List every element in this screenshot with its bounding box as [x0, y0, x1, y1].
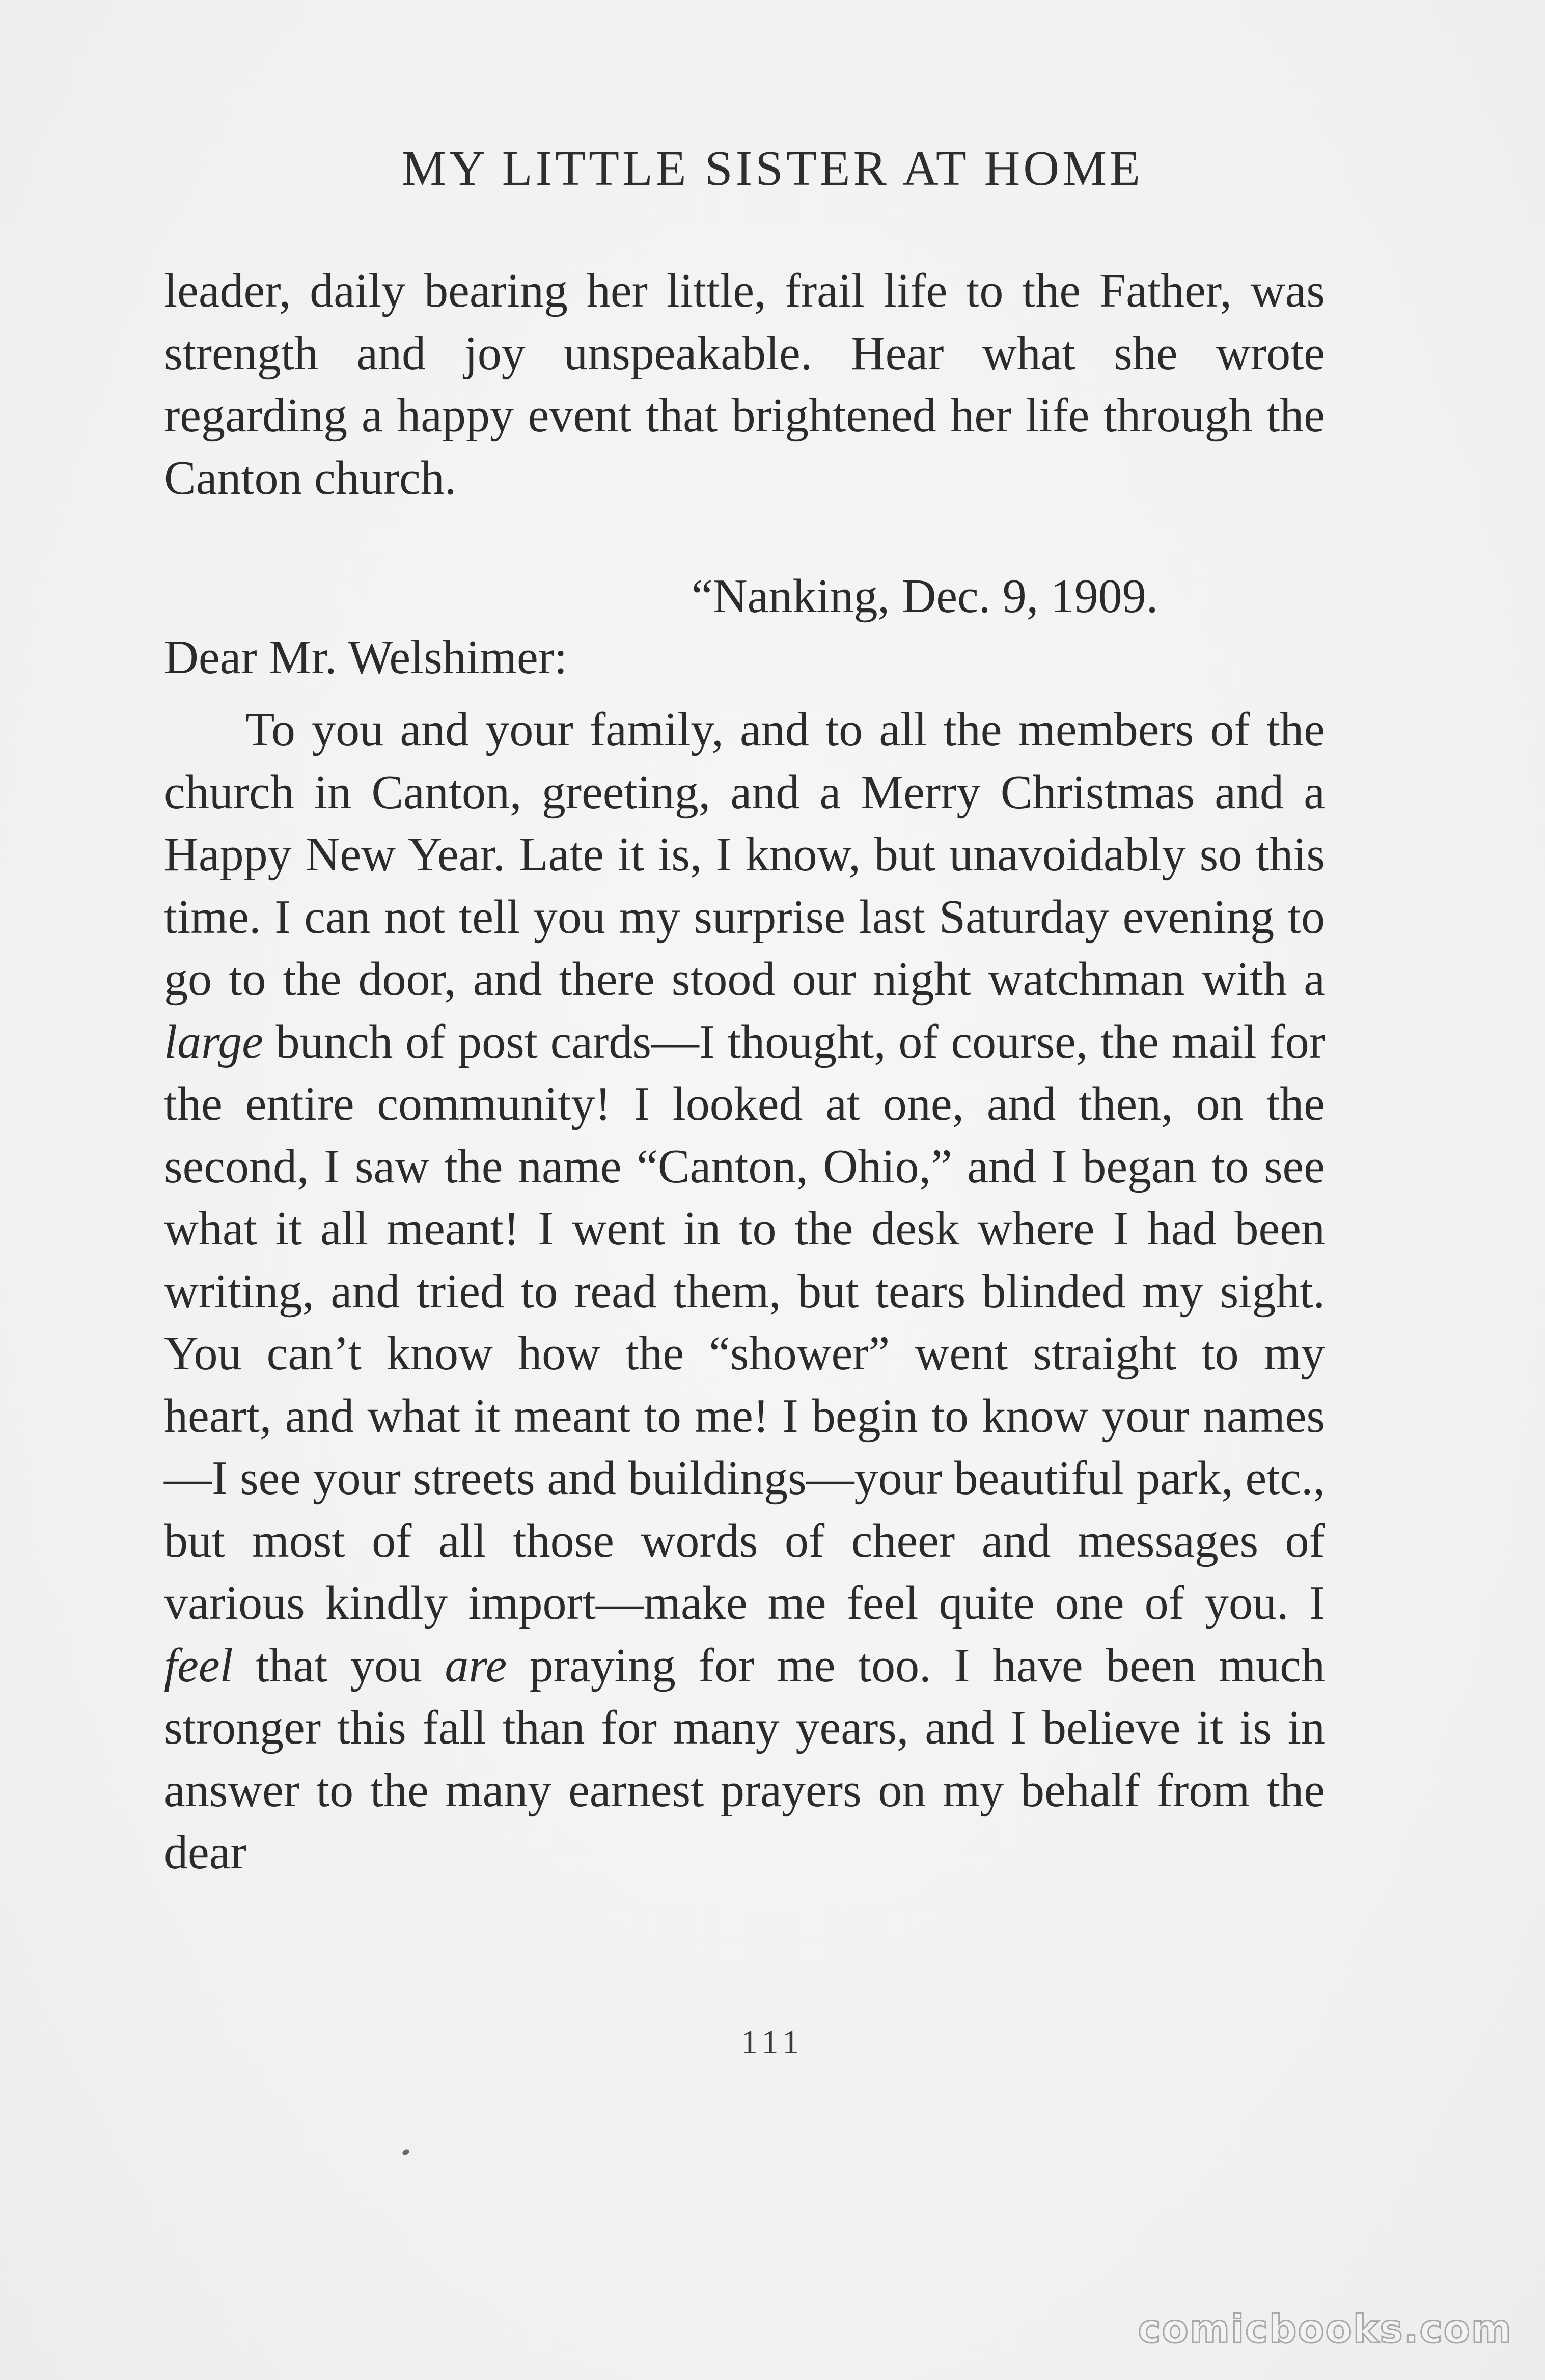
paragraph-leader: leader, daily bearing her little, frail life to the Father, was strength and joy unspeakable. Hear what she wrote regarding a happy event that brightened her life through the Canton church. [164, 264, 1325, 505]
running-head: MY LITTLE SISTER AT HOME [401, 141, 1144, 196]
letter-body-text: bunch of post cards—I thought, of course, the mail for the entire community! I looked at one, and then, on the second, I saw the name “Canton, Ohio,” and I began to see what it all meant! I went in to the desk where I had been writing, and tried to read them, but tears blinded my sight. You can’t know how the “shower” went straight to my heart, and what it meant to me! I begin to know your names—I see your streets and buildings—your beautiful park, etc., but most of all those words of cheer and messages of various kindly import—make me feel quite one of you. I [164, 1015, 1325, 1629]
letter-body-text: that you [233, 1639, 445, 1692]
paper-speck [401, 2148, 410, 2156]
letter-salutation: Dear Mr. Welshimer: [164, 631, 568, 684]
letter-body-text: To you and your family, and to all the members of the church in Canton, greeting, and a Merry Christmas and a Happy New Year. Late it is, I know, but unavoidably so this time. I can not tell you my surprise last Saturday evening to go to the door, and there stood our night watchman with a [164, 703, 1325, 1006]
emphasis-feel: feel [164, 1639, 233, 1692]
page-number: 111 [740, 2024, 805, 2061]
emphasis-large: large [164, 1015, 263, 1068]
letter-body-text: praying for me too. I have been much stronger this fall than for many years, and I believe it is in answer to the many earnest prayers on my behalf from the dear [164, 1639, 1325, 1879]
letter-dateline: “Nanking, Dec. 9, 1909. [692, 570, 1158, 623]
site-watermark: comicbooks.com [1138, 2306, 1512, 2351]
letter-body-paragraph [164, 699, 1325, 1884]
emphasis-are: are [445, 1639, 507, 1692]
